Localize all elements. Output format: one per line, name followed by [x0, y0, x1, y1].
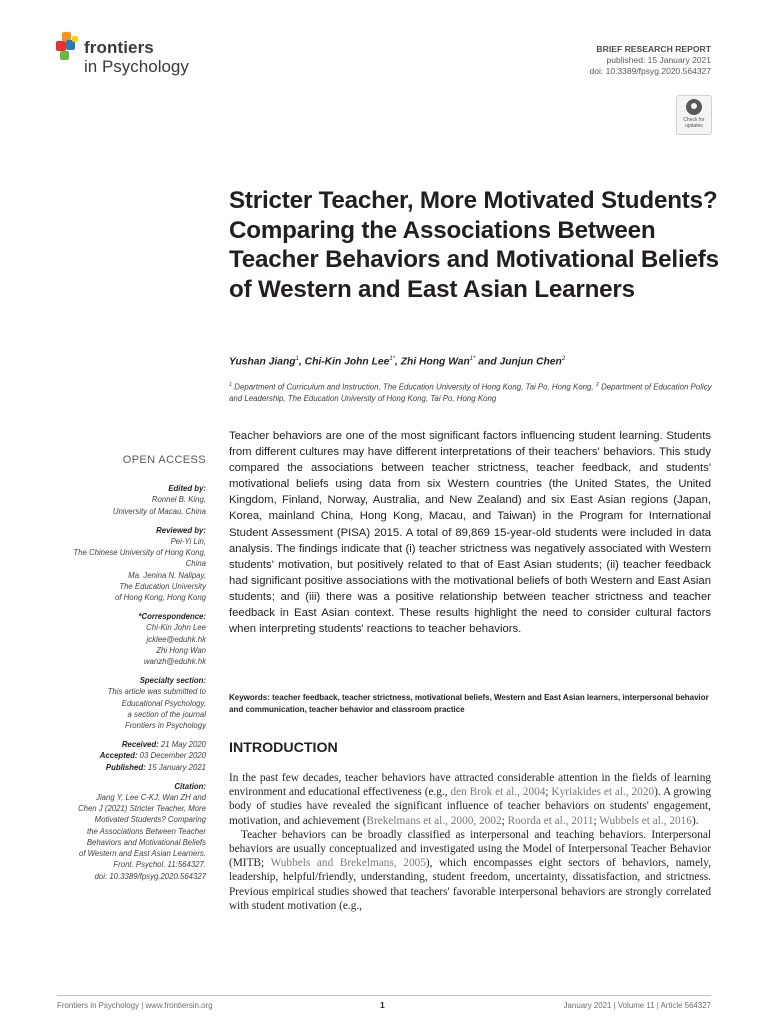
check-updates-label: Check for — [683, 117, 705, 123]
citation-link[interactable]: Wubbels et al., 2016 — [599, 814, 692, 827]
sidebar-line: a section of the journal — [127, 709, 206, 719]
reviewed-by-section — [40, 525, 206, 603]
published-date: published: 15 January 2021 — [606, 55, 711, 65]
author-affiliation-mark: 1* — [469, 356, 476, 362]
footer-journal-link[interactable]: Frontiers in Psychology | www.frontiersin.org — [57, 1001, 213, 1010]
citation-label: Citation: — [174, 781, 206, 791]
keywords-list: teacher feedback, teacher strictness, motivational beliefs, Western and East Asian learners, interpersonal behavior and communication, teacher behavior and classroom practice — [229, 693, 709, 714]
frontiers-logo-icon — [56, 32, 82, 60]
body-text: ; — [501, 814, 508, 827]
article-info-sidebar — [40, 455, 206, 890]
sidebar-line: China — [185, 559, 206, 569]
citation-link[interactable]: Brekelmans et al., 2000, 2002 — [366, 814, 502, 827]
sidebar-line: jcklee@eduhk.hk — [146, 634, 206, 644]
sidebar-line: Frontiers in Psychology — [124, 721, 206, 731]
specialty-label: Specialty section: — [139, 676, 206, 686]
introduction-heading: INTRODUCTION — [229, 740, 338, 756]
footer-divider — [57, 995, 711, 996]
edited-by-label: Edited by: — [168, 484, 206, 494]
footer-issue-info: January 2021 | Volume 11 | Article 564327 — [563, 1001, 711, 1010]
accepted-label: Accepted: — [99, 751, 138, 761]
journal-name: in Psychology — [84, 57, 189, 76]
affiliations — [229, 380, 719, 405]
affiliation-text: Department of Curriculum and Instruction, The Education University of Hong Kong, Tai Po, Hong Kong, — [232, 382, 596, 392]
correspondence-label: *Correspondence: — [138, 612, 206, 622]
citation-link[interactable]: Wubbels and Brekelmans, 2005 — [270, 857, 426, 870]
keywords — [229, 692, 711, 716]
author-affiliation-mark: 2 — [561, 356, 566, 362]
intro-paragraph-2 — [229, 828, 711, 913]
sidebar-line: Ma. Jenina N. Nalipay, — [128, 570, 206, 580]
body-text: ; — [593, 814, 600, 827]
article-title: Stricter Teacher, More Motivated Students? Comparing the Associations Between Teacher Behaviors and Motivational Beliefs of Western and East Asian Learners — [229, 187, 719, 303]
editor-list — [40, 494, 206, 516]
sidebar-line: Front. Psychol. 11:564327. — [113, 860, 206, 870]
report-metadata — [590, 44, 711, 77]
sidebar-line: the Associations Between Teacher — [86, 826, 206, 836]
citation-section — [40, 781, 206, 882]
published-date-sidebar: 15 January 2021 — [147, 762, 206, 772]
check-for-updates-button[interactable] — [676, 95, 712, 135]
body-text: ), which encompasses eight sectors of behaviors, namely, leadership, helpful/friendly, understanding, student freedom, uncertainty, dissatisfaction, and strictness. Previous empirical studies showed that teachers' favorable interpersonal behaviors are strongly correlated with student motivation (e.g., — [229, 857, 711, 912]
author-affiliation-mark: 1 — [295, 356, 299, 362]
sidebar-line: University of Macau, China — [112, 506, 206, 516]
correspondence-list[interactable] — [40, 622, 206, 667]
check-updates-label-2: updates — [685, 123, 703, 129]
sidebar-line: Pei-Yi Lin, — [170, 537, 206, 547]
sidebar-line: Educational Psychology, — [121, 698, 206, 708]
body-text: In the past few decades, teacher behaviors have attracted considerable attention in the fields of learning environment and educational effectiveness (e.g., — [229, 772, 711, 799]
sidebar-line: Chi-Kin John Lee — [146, 623, 206, 633]
author-affiliation-mark: 1* — [389, 356, 395, 362]
abstract: Teacher behaviors are one of the most significant factors influencing student learning. Students from different cultures may have different interpretations of their teachers' behaviors. This study compared the associations between teacher strictness, teacher feedback, and students' motivational beliefs using data from six Western countries (the United States, the United Kingdom, Finland, Norway, Australia, and New Zealand) and six East Asian regions (Japan, Korea, mainland China, Hong Kong, Macau, and Taiwan) in the Program for International Student Assessment (PISA) 2015. A total of 89,869 15-year-old students were included in data analysis. The findings indicate that (i) teacher strictness was negatively associated with Western students' motivation, but positively related to that of East Asian students; (ii) teacher feedback had significant positive associations with the motivational beliefs of both Western and East Asian students; and (iii) there was a positive relationship between teacher strictness and teacher feedback in East Asian context. These results highlight the need to consider cultural factors when interpreting students' reactions to teacher behaviors. — [229, 430, 711, 636]
citation-link[interactable]: Roorda et al., 2011 — [507, 814, 594, 827]
reviewed-by-label: Reviewed by: — [156, 525, 206, 535]
doi[interactable]: doi: 10.3389/fpsyg.2020.564327 — [589, 66, 711, 76]
author-name[interactable]: Chi-Kin John Lee — [304, 356, 390, 368]
body-text: Teacher behaviors can be broadly classified as interpersonal and teaching behaviors. Interpersonal behaviors are usually conceptualized and investigated using the Model of Interpersonal Teacher Behavior (MITB; — [229, 828, 711, 870]
correspondence-section — [40, 611, 206, 667]
author-name[interactable]: Zhi Hong Wan — [400, 356, 470, 368]
dates-section — [40, 739, 206, 773]
article-type: BRIEF RESEARCH REPORT — [596, 44, 711, 54]
received-date: 21 May 2020 — [160, 740, 206, 750]
bookmark-icon — [686, 99, 702, 115]
citation-link[interactable]: den Brok et al., 2004 — [450, 786, 546, 799]
body-text: ). — [691, 814, 699, 827]
published-label: Published: — [105, 762, 146, 772]
sidebar-line: Chen J (2021) Stricter Teacher, More — [78, 804, 206, 814]
citation-link[interactable]: Kyriakides et al., 2020 — [551, 786, 655, 799]
keywords-label: Keywords: — [229, 693, 270, 702]
accepted-date: 03 December 2020 — [139, 751, 206, 761]
affiliation-text: Department of Education Policy and Leadership, The Education University of Hong Kong, Tai Po, Hong Kong — [229, 382, 712, 404]
edited-by-section — [40, 483, 206, 517]
sidebar-line: doi: 10.3389/fpsyg.2020.564327 — [94, 871, 206, 881]
intro-paragraph-1 — [229, 771, 711, 828]
open-access-label: OPEN ACCESS — [122, 454, 206, 466]
body-text: ; — [545, 786, 552, 799]
sidebar-line: Zhi Hong Wan — [156, 645, 206, 655]
specialty-section — [40, 675, 206, 731]
sidebar-line: Motivated Students? Comparing — [94, 815, 206, 825]
author-list: Yushan Jiang$^1$, Chi-Kin John Lee$^{1*}$, Zhi Hong Wan$^{1*}$ and Junjun Chen$^2$ — [229, 356, 566, 368]
introduction-body — [229, 771, 711, 913]
sidebar-line: wanzh@eduhk.hk — [143, 657, 206, 667]
affiliation-mark: 1 — [229, 382, 233, 388]
sidebar-line: The Education University — [119, 581, 206, 591]
page-number: 1 — [380, 1000, 385, 1010]
author-name[interactable]: Yushan Jiang — [229, 356, 296, 368]
received-label: Received: — [121, 740, 159, 750]
affiliation-mark: 2 — [595, 382, 599, 388]
specialty-text — [40, 686, 206, 731]
author-name[interactable]: Junjun Chen — [499, 356, 562, 368]
sidebar-line: Jiang Y, Lee C-KJ, Wan ZH and — [96, 793, 206, 803]
body-text: ). A growing body of studies have revealed the significant influence of teacher behaviors on students' engagement, motivation, and achievement ( — [229, 786, 712, 827]
citation-text — [40, 792, 206, 882]
sidebar-line: The Chinese University of Hong Kong, — [73, 548, 206, 558]
reviewer-list — [40, 536, 206, 603]
sidebar-line: of Western and East Asian Learners. — [79, 849, 206, 859]
sidebar-line: This article was submitted to — [107, 687, 206, 697]
sidebar-line: Ronnel B. King, — [151, 495, 206, 505]
sidebar-line: of Hong Kong, Hong Kong — [114, 593, 206, 603]
sidebar-line: Behaviors and Motivational Beliefs — [86, 837, 206, 847]
brand-name: frontiers — [84, 38, 154, 57]
